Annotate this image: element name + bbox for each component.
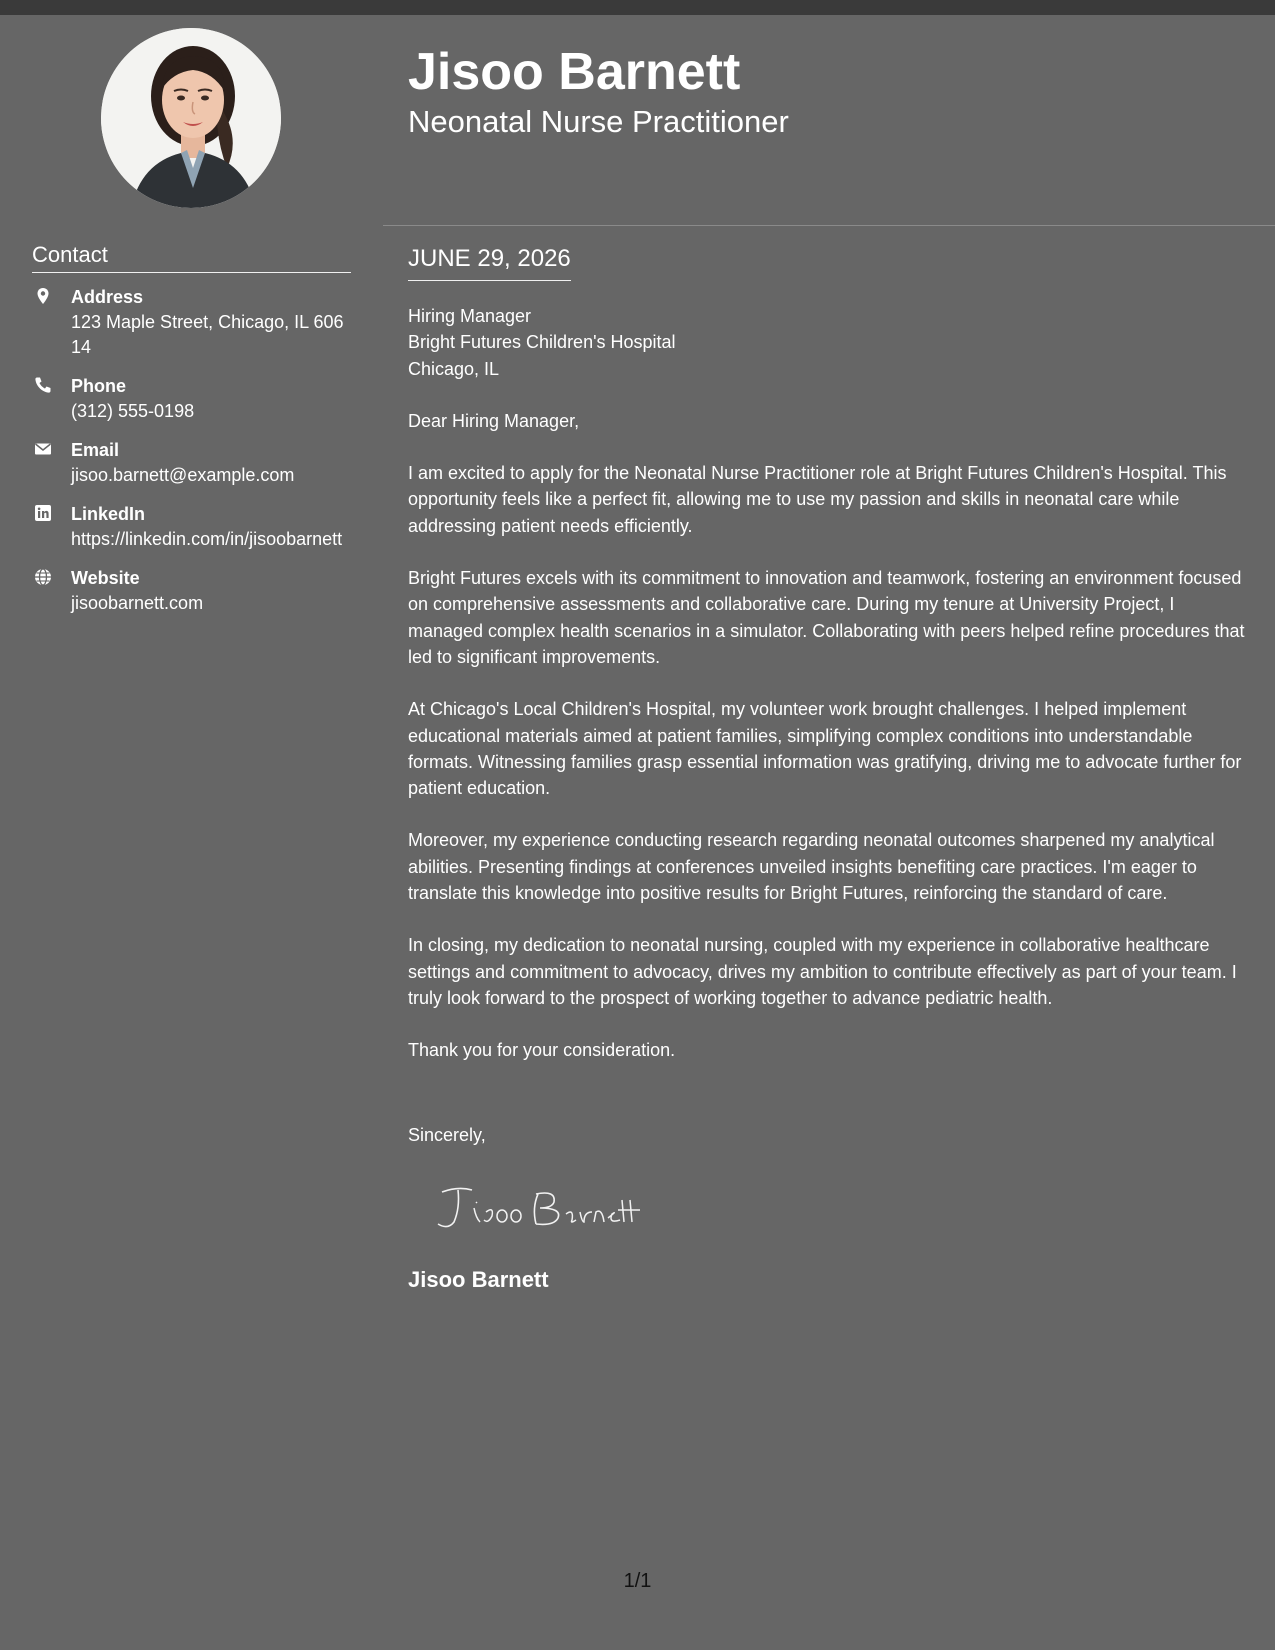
- applicant-title: Neonatal Nurse Practitioner: [408, 104, 789, 139]
- contact-label: LinkedIn: [71, 504, 146, 524]
- contact-item-email: [32, 438, 352, 488]
- contact-label: Phone: [71, 376, 127, 396]
- letter-paragraph: Thank you for your consideration.: [408, 1040, 676, 1061]
- avatar: [101, 28, 281, 208]
- contact-item-website: [32, 566, 352, 616]
- letter-date: JUNE 29, 2026: [408, 244, 571, 281]
- closing: Sincerely,: [408, 1125, 486, 1145]
- linkedin-icon: [34, 504, 52, 522]
- email-link[interactable]: jisoo.barnett@example.com: [71, 465, 295, 485]
- letter-paragraph: At Chicago's Local Children's Hospital, my volunteer work brought challenges. I helped implement educational materials aimed at patient families, simplifying complex conditions into understandable formats. Witnessing families grasp essential information was gratifying, driving me to advocate further for patient education.: [408, 699, 1242, 799]
- profile-photo: [101, 28, 281, 208]
- phone-value: (312) 555-0198: [71, 401, 195, 421]
- contact-item-phone: [32, 374, 352, 424]
- signature: [428, 1178, 648, 1238]
- contact-list: [32, 285, 352, 630]
- contact-label: Website: [71, 568, 140, 588]
- location-pin-icon: [34, 287, 52, 305]
- address-value: 123 Maple Street, Chicago, IL 60614: [71, 312, 344, 357]
- recipient-line: Bright Futures Children's Hospital: [408, 332, 676, 353]
- signer-name: Jisoo Barnett: [408, 1267, 549, 1292]
- phone-icon: [34, 376, 52, 394]
- letter-paragraph: I am excited to apply for the Neonatal Nurse Practitioner role at Bright Futures Children's Hospital. This opportunity feels like a perfect fit, allowing me to use my passion and skills in neonatal care while addressing patient needs efficiently.: [408, 463, 1227, 536]
- salutation: Dear Hiring Manager,: [408, 410, 580, 431]
- top-bar: [0, 0, 1275, 15]
- letter-body: [408, 303, 1253, 1090]
- header-divider: [383, 225, 1275, 226]
- letter-paragraph: Bright Futures excels with its commitment to innovation and teamwork, fostering an environment focused on comprehensive assessments and collaborative care. During my tenure at University Project, I managed complex health scenarios in a simulator. Collaborating with peers helped refine procedures that led to significant improvements.: [408, 568, 1245, 667]
- globe-icon: [34, 568, 52, 586]
- letter-paragraph: Moreover, my experience conducting research regarding neonatal outcomes sharpened my analytical abilities. Presenting findings at conferences unveiled insights benefiting care practices. I'm eager to translate this knowledge into positive results for Bright Futures, reinforcing the standard of care.: [408, 830, 1215, 904]
- linkedin-link[interactable]: https://linkedin.com/in/jisoobarnett: [71, 529, 343, 549]
- recipient-line: Chicago, IL: [408, 358, 500, 379]
- contact-item-linkedin: [32, 502, 352, 552]
- envelope-icon: [34, 440, 52, 458]
- letter-paragraph: In closing, my dedication to neonatal nursing, coupled with my experience in collaborative healthcare settings and commitment to advocacy, drives my ambition to contribute effectively as part of your team. I truly look forward to the prospect of working together to advance pediatric health.: [408, 935, 1237, 1008]
- page-number: 1/1: [623, 1570, 652, 1592]
- contact-label: Email: [71, 440, 120, 460]
- contact-label: Address: [71, 287, 144, 307]
- contact-heading: Contact: [32, 242, 351, 273]
- recipient-line: Hiring Manager: [408, 306, 532, 326]
- signature-image: [428, 1178, 648, 1238]
- contact-item-address: [32, 285, 352, 360]
- website-link[interactable]: jisoobarnett.com: [71, 593, 204, 613]
- recipient-block: [408, 303, 1253, 382]
- applicant-name: Jisoo Barnett: [408, 43, 741, 101]
- sidebar: [0, 15, 383, 1650]
